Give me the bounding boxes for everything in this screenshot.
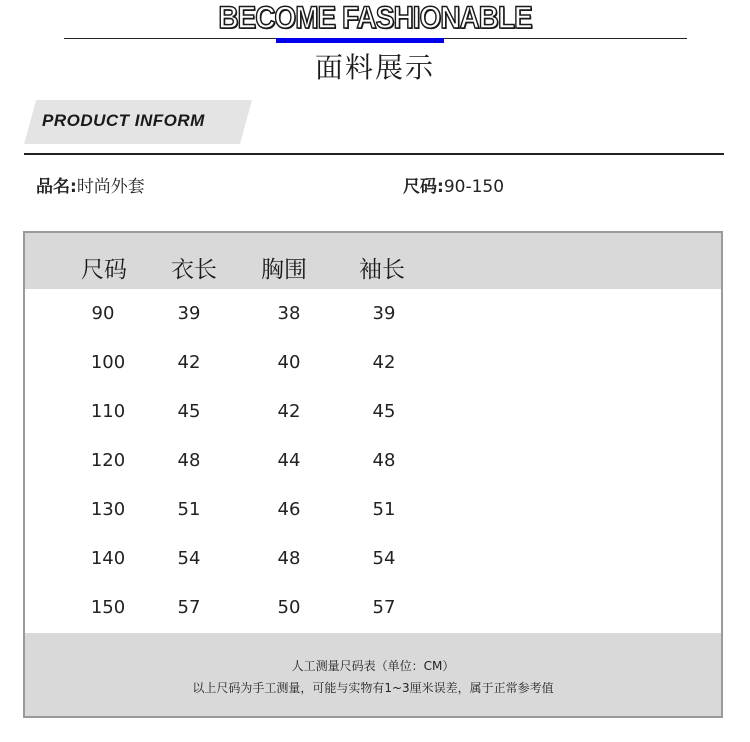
table-row [25,534,721,583]
cell-chest: 46 [277,499,301,520]
table-body [25,289,721,635]
cell-sleeve: 39 [372,303,396,324]
cell-sleeve: 42 [372,352,396,373]
cell-length: 39 [177,303,201,324]
header-size: 尺码 [81,257,127,283]
tolerance-note: 以上尺码为手工测量，可能与实物有1~3厘米误差，属于正常参考值 [192,681,554,695]
table-footer [25,633,721,716]
header-sleeve: 袖长 [359,257,405,283]
cell-sleeve: 45 [372,401,396,422]
product-tag-label: PRODUCT INFORM [42,111,205,130]
table-row [25,485,721,534]
size-range-value: 90-150 [443,177,505,197]
product-name-key: 品名: [36,177,77,197]
cell-sleeve: 48 [372,450,396,471]
cell-chest: 38 [277,303,301,324]
cell-chest: 42 [277,401,301,422]
brand-title: BECOME FASHIONABLE [218,0,532,35]
table-row [25,387,721,436]
cell-size: 90 [91,303,115,324]
cell-sleeve: 57 [372,597,396,618]
cell-length: 51 [177,499,201,520]
product-name-value: 时尚外套 [76,177,145,197]
header-length: 衣长 [171,257,217,283]
product-name [36,172,145,197]
top-banner [0,0,750,90]
cell-size: 100 [90,352,126,373]
size-table [23,231,723,718]
table-header [25,233,721,289]
cell-length: 54 [177,548,201,569]
cell-size: 120 [90,450,126,471]
cell-chest: 44 [277,450,301,471]
cell-length: 42 [177,352,201,373]
table-row [25,289,721,338]
banner-accent-bar [276,38,444,43]
cell-length: 57 [177,597,201,618]
cell-length: 48 [177,450,201,471]
cell-size: 140 [90,548,126,569]
header-chest: 胸围 [261,257,307,283]
table-row [25,338,721,387]
cell-sleeve: 54 [372,548,396,569]
cell-chest: 48 [277,548,301,569]
measurement-note: 人工测量尺码表（单位：CM） [291,659,455,673]
section-subtitle: 面料展示 [314,51,435,84]
section-divider [24,153,724,155]
cell-chest: 50 [277,597,301,618]
cell-size: 130 [90,499,126,520]
cell-chest: 40 [277,352,301,373]
cell-size: 150 [90,597,126,618]
table-row [25,583,721,632]
product-inform-tag [24,100,252,144]
cell-sleeve: 51 [372,499,396,520]
cell-size: 110 [90,401,126,422]
cell-length: 45 [177,401,201,422]
size-range-key: 尺码: [403,177,444,197]
table-row [25,436,721,485]
product-size-range [403,172,504,197]
